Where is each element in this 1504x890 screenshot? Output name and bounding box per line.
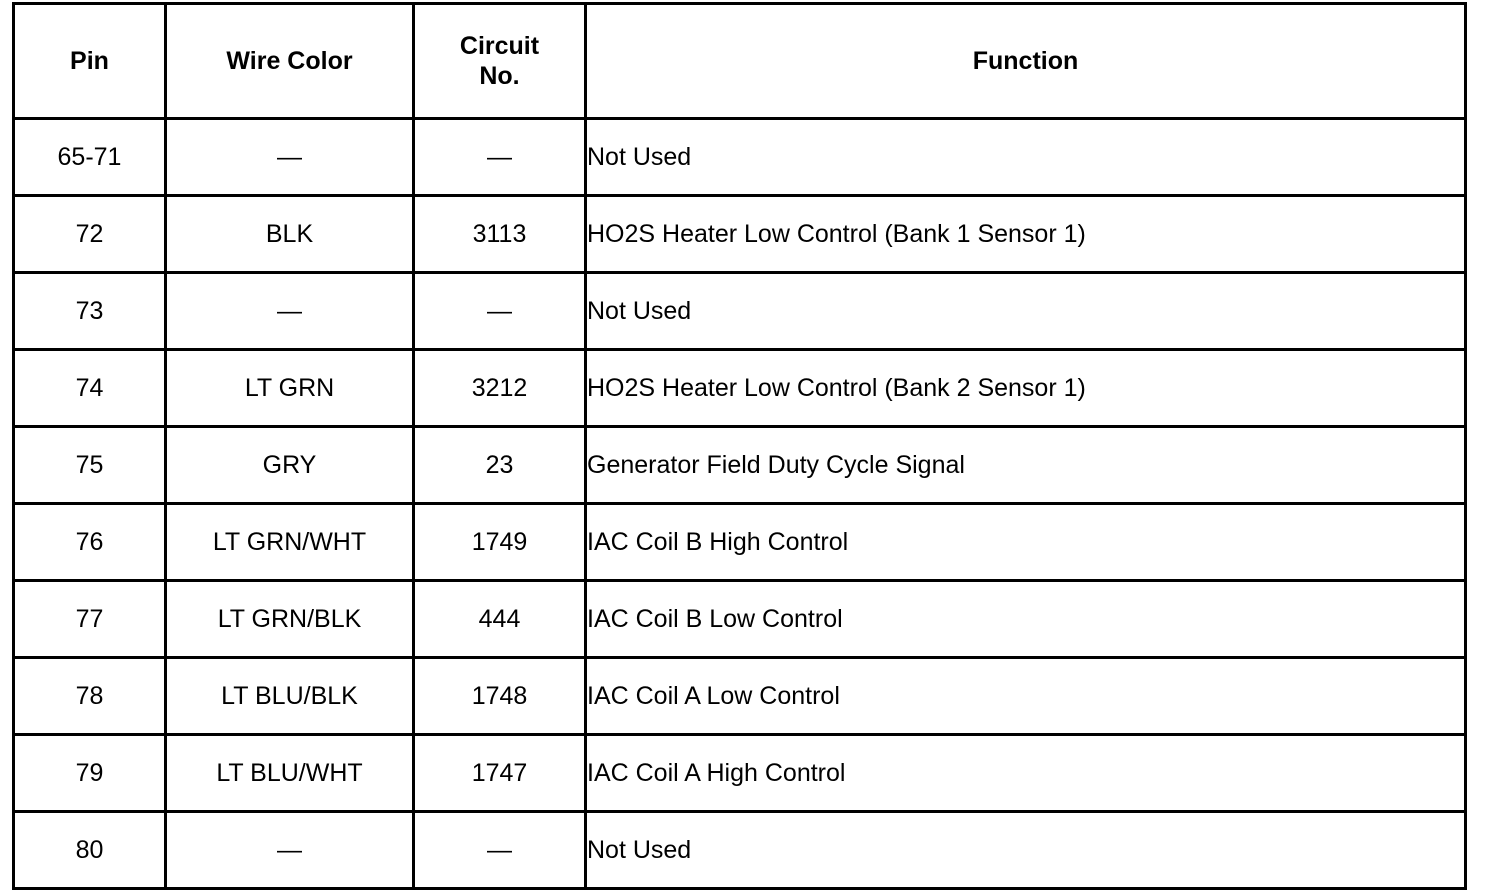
- cell-circuit-no: 23: [414, 427, 586, 504]
- cell-pin: 79: [14, 735, 166, 812]
- cell-pin: 77: [14, 581, 166, 658]
- column-header-circuit-no-line2: No.: [479, 62, 520, 90]
- cell-wire-color: —: [166, 119, 414, 196]
- cell-function: IAC Coil B Low Control: [586, 581, 1466, 658]
- cell-function: IAC Coil A High Control: [586, 735, 1466, 812]
- cell-function: Not Used: [586, 273, 1466, 350]
- cell-function: Not Used: [586, 812, 1466, 889]
- cell-wire-color: LT GRN: [166, 350, 414, 427]
- cell-circuit-no: —: [414, 273, 586, 350]
- table-row: [14, 350, 1466, 427]
- cell-wire-color: —: [166, 273, 414, 350]
- cell-function: IAC Coil A Low Control: [586, 658, 1466, 735]
- cell-circuit-no: 1748: [414, 658, 586, 735]
- table-row: [14, 658, 1466, 735]
- table-row: [14, 735, 1466, 812]
- table-row: [14, 119, 1466, 196]
- cell-pin: 72: [14, 196, 166, 273]
- cell-wire-color: GRY: [166, 427, 414, 504]
- cell-pin: 78: [14, 658, 166, 735]
- cell-circuit-no: 444: [414, 581, 586, 658]
- table-row: [14, 812, 1466, 889]
- column-header-circuit-no-line1: Circuit: [459, 31, 540, 60]
- cell-function: HO2S Heater Low Control (Bank 1 Sensor 1): [586, 196, 1466, 273]
- cell-wire-color: —: [166, 812, 414, 889]
- cell-function: Not Used: [586, 119, 1466, 196]
- column-header-wire-color: Wire Color: [166, 4, 414, 119]
- cell-function: HO2S Heater Low Control (Bank 2 Sensor 1): [586, 350, 1466, 427]
- table-row: [14, 581, 1466, 658]
- header-row: [14, 4, 1466, 119]
- table-row: [14, 427, 1466, 504]
- cell-circuit-no: 1747: [414, 735, 586, 812]
- cell-wire-color: BLK: [166, 196, 414, 273]
- cell-function: IAC Coil B High Control: [586, 504, 1466, 581]
- table-body: [14, 119, 1466, 889]
- cell-pin: 74: [14, 350, 166, 427]
- cell-circuit-no: 1749: [414, 504, 586, 581]
- table-row: [14, 273, 1466, 350]
- cell-pin: 65-71: [14, 119, 166, 196]
- column-header-circuit-no: [414, 4, 586, 119]
- cell-wire-color: LT BLU/WHT: [166, 735, 414, 812]
- table-row: [14, 504, 1466, 581]
- cell-circuit-no: —: [414, 119, 586, 196]
- cell-wire-color: LT BLU/BLK: [166, 658, 414, 735]
- column-header-function: Function: [586, 4, 1466, 119]
- cell-circuit-no: —: [414, 812, 586, 889]
- column-header-pin: Pin: [14, 4, 166, 119]
- cell-circuit-no: 3113: [414, 196, 586, 273]
- cell-function: Generator Field Duty Cycle Signal: [586, 427, 1466, 504]
- cell-wire-color: LT GRN/BLK: [166, 581, 414, 658]
- pin-assignment-table: [12, 2, 1467, 890]
- cell-pin: 76: [14, 504, 166, 581]
- cell-pin: 73: [14, 273, 166, 350]
- cell-pin: 75: [14, 427, 166, 504]
- table-row: [14, 196, 1466, 273]
- cell-circuit-no: 3212: [414, 350, 586, 427]
- table-header: [14, 4, 1466, 119]
- cell-wire-color: LT GRN/WHT: [166, 504, 414, 581]
- cell-pin: 80: [14, 812, 166, 889]
